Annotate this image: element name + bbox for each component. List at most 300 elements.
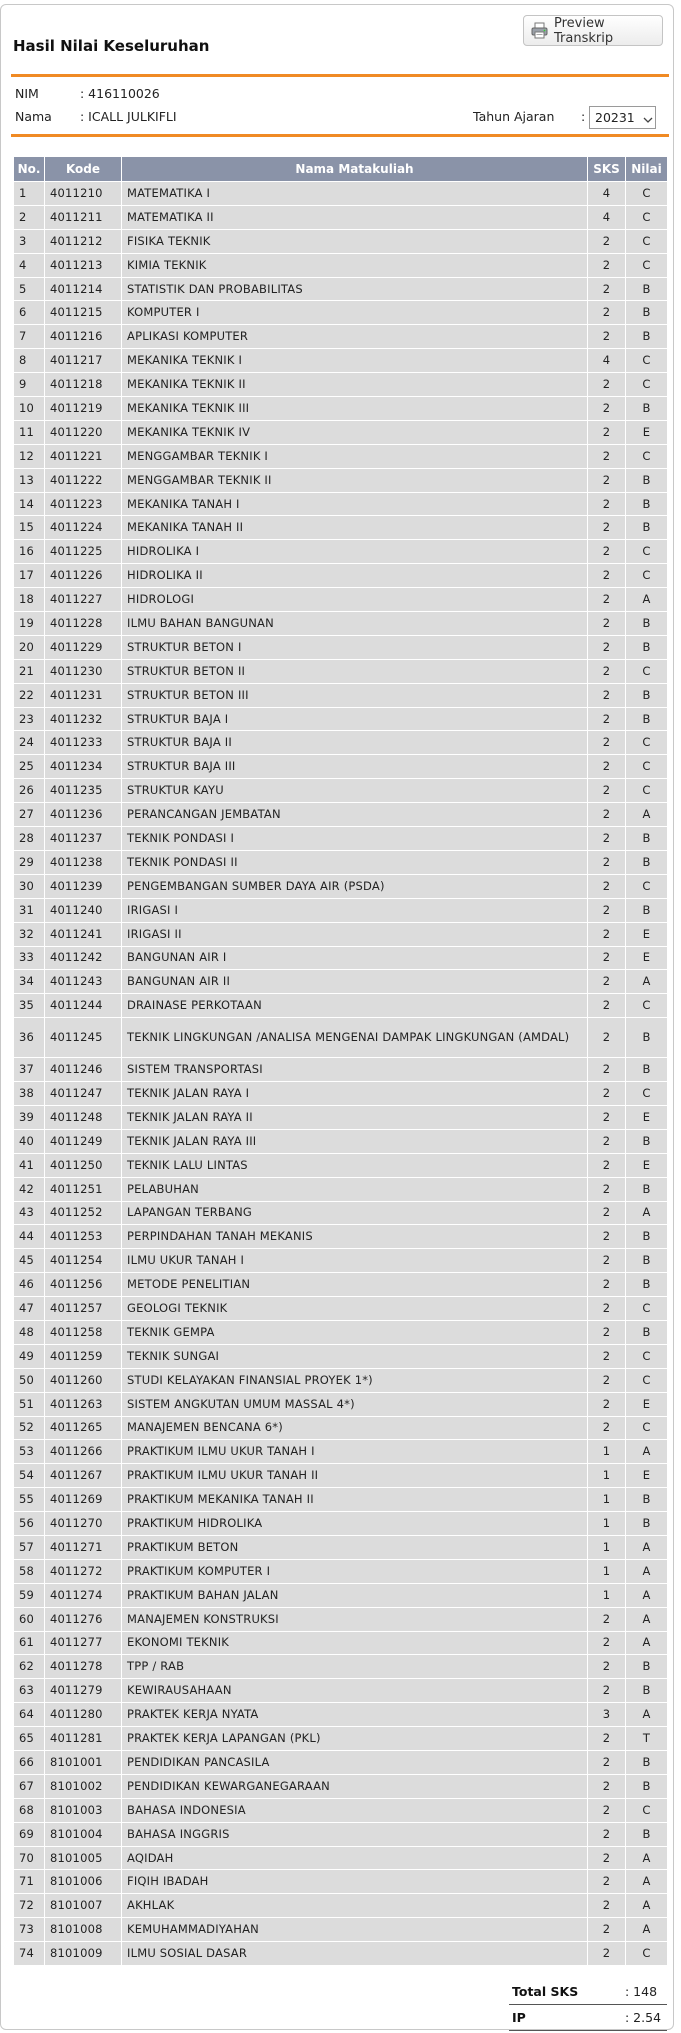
row-nilai: B [626, 635, 668, 659]
row-kode: 4011217 [45, 349, 122, 373]
row-sks: 2 [588, 659, 626, 683]
row-nama-matakuliah: TEKNIK SUNGAI [122, 1344, 588, 1368]
row-sks: 1 [588, 1583, 626, 1607]
table-row [14, 1607, 668, 1631]
row-sks: 2 [588, 444, 626, 468]
row-sks: 2 [588, 922, 626, 946]
row-nilai: B [626, 1129, 668, 1153]
row-nilai: T [626, 1727, 668, 1751]
row-nilai: E [626, 420, 668, 444]
row-kode: 4011260 [45, 1368, 122, 1392]
total-sks-value: : 148 [625, 1984, 658, 1999]
row-kode: 4011236 [45, 803, 122, 827]
row-sks: 1 [588, 1535, 626, 1559]
table-row [14, 1798, 668, 1822]
row-nilai: C [626, 253, 668, 277]
row-no: 61 [14, 1631, 45, 1655]
table-row [14, 229, 668, 253]
row-nilai: C [626, 659, 668, 683]
table-row [14, 755, 668, 779]
row-no: 1 [14, 182, 45, 206]
row-kode: 4011259 [45, 1344, 122, 1368]
row-nama-matakuliah: FIQIH IBADAH [122, 1870, 588, 1894]
row-nilai: A [626, 1559, 668, 1583]
row-no: 42 [14, 1177, 45, 1201]
row-no: 52 [14, 1416, 45, 1440]
row-nilai: B [626, 612, 668, 636]
table-row [14, 1153, 668, 1177]
table-row [14, 325, 668, 349]
table-row [14, 1559, 668, 1583]
table-row [14, 1846, 668, 1870]
row-kode: 4011279 [45, 1679, 122, 1703]
row-sks: 2 [588, 994, 626, 1018]
row-sks: 4 [588, 205, 626, 229]
row-sks: 2 [588, 1344, 626, 1368]
row-kode: 4011233 [45, 731, 122, 755]
tahun-ajaran-label: Tahun Ajaran [473, 109, 555, 124]
row-kode: 4011263 [45, 1392, 122, 1416]
row-nilai: E [626, 1153, 668, 1177]
row-nilai: B [626, 1018, 668, 1058]
row-no: 24 [14, 731, 45, 755]
row-sks: 1 [588, 1488, 626, 1512]
header-kode: Kode [45, 157, 122, 182]
row-kode: 4011219 [45, 397, 122, 421]
row-kode: 4011250 [45, 1153, 122, 1177]
row-nama-matakuliah: STRUKTUR BAJA II [122, 731, 588, 755]
row-nilai: A [626, 1201, 668, 1225]
total-sks-label: Total SKS [512, 1984, 579, 1999]
row-no: 34 [14, 970, 45, 994]
row-kode: 4011258 [45, 1320, 122, 1344]
row-no: 45 [14, 1249, 45, 1273]
row-kode: 8101004 [45, 1822, 122, 1846]
row-no: 66 [14, 1751, 45, 1775]
row-nilai: B [626, 301, 668, 325]
row-kode: 4011225 [45, 540, 122, 564]
table-row [14, 970, 668, 994]
row-nilai: E [626, 946, 668, 970]
row-nama-matakuliah: LAPANGAN TERBANG [122, 1201, 588, 1225]
row-kode: 4011267 [45, 1464, 122, 1488]
row-sks: 2 [588, 540, 626, 564]
row-no: 59 [14, 1583, 45, 1607]
table-row [14, 803, 668, 827]
row-nilai: B [626, 277, 668, 301]
row-no: 10 [14, 397, 45, 421]
row-sks: 2 [588, 397, 626, 421]
row-sks: 2 [588, 635, 626, 659]
row-no: 15 [14, 516, 45, 540]
row-kode: 4011210 [45, 182, 122, 206]
table-row [14, 1942, 668, 1966]
row-kode: 8101008 [45, 1918, 122, 1942]
row-kode: 4011237 [45, 827, 122, 851]
row-nilai: E [626, 1464, 668, 1488]
row-nama-matakuliah: ILMU SOSIAL DASAR [122, 1942, 588, 1966]
row-nilai: B [626, 1058, 668, 1082]
row-nilai: B [626, 1774, 668, 1798]
row-nilai: B [626, 492, 668, 516]
row-nama-matakuliah: BANGUNAN AIR II [122, 970, 588, 994]
row-sks: 1 [588, 1559, 626, 1583]
table-row [14, 683, 668, 707]
row-kode: 8101006 [45, 1870, 122, 1894]
row-no: 26 [14, 779, 45, 803]
header-no: No. [14, 157, 45, 182]
row-kode: 4011221 [45, 444, 122, 468]
tahun-ajaran-colon: : [581, 109, 586, 124]
row-kode: 8101001 [45, 1751, 122, 1775]
row-sks: 2 [588, 564, 626, 588]
table-row [14, 1703, 668, 1727]
row-sks: 1 [588, 1512, 626, 1536]
row-sks: 2 [588, 1273, 626, 1297]
row-nama-matakuliah: STRUKTUR KAYU [122, 779, 588, 803]
printer-icon [531, 22, 548, 39]
table-row [14, 1129, 668, 1153]
row-nilai: C [626, 1082, 668, 1106]
row-nama-matakuliah: BAHASA INDONESIA [122, 1798, 588, 1822]
row-nama-matakuliah: IRIGASI II [122, 922, 588, 946]
row-nilai: A [626, 1440, 668, 1464]
row-nama-matakuliah: APLIKASI KOMPUTER [122, 325, 588, 349]
row-nama-matakuliah: MENGGAMBAR TEKNIK I [122, 444, 588, 468]
row-nilai: B [626, 707, 668, 731]
table-row [14, 1870, 668, 1894]
row-sks: 2 [588, 1082, 626, 1106]
row-nilai: B [626, 325, 668, 349]
row-kode: 4011265 [45, 1416, 122, 1440]
row-kode: 4011276 [45, 1607, 122, 1631]
row-no: 23 [14, 707, 45, 731]
row-nama-matakuliah: MEKANIKA TEKNIK IV [122, 420, 588, 444]
row-nilai: B [626, 468, 668, 492]
row-no: 50 [14, 1368, 45, 1392]
table-row [14, 850, 668, 874]
row-no: 4 [14, 253, 45, 277]
table-row [14, 1225, 668, 1249]
row-sks: 2 [588, 898, 626, 922]
row-no: 46 [14, 1273, 45, 1297]
row-nilai: B [626, 1177, 668, 1201]
table-row [14, 994, 668, 1018]
row-kode: 4011281 [45, 1727, 122, 1751]
row-nama-matakuliah: STRUKTUR BAJA I [122, 707, 588, 731]
table-row [14, 373, 668, 397]
row-no: 2 [14, 205, 45, 229]
row-nilai: C [626, 1798, 668, 1822]
tahun-ajaran-select[interactable] [589, 106, 656, 129]
total-sks-underline [509, 2004, 667, 2005]
row-sks: 2 [588, 1153, 626, 1177]
row-nilai: E [626, 1105, 668, 1129]
nama-value: : ICALL JULKIFLI [80, 109, 177, 124]
row-sks: 2 [588, 827, 626, 851]
row-kode: 4011246 [45, 1058, 122, 1082]
row-no: 33 [14, 946, 45, 970]
row-no: 69 [14, 1822, 45, 1846]
row-nilai: A [626, 1894, 668, 1918]
row-no: 7 [14, 325, 45, 349]
table-row [14, 779, 668, 803]
header-divider [11, 74, 669, 77]
row-kode: 4011235 [45, 779, 122, 803]
row-nilai: A [626, 1918, 668, 1942]
row-sks: 2 [588, 1822, 626, 1846]
row-sks: 2 [588, 1894, 626, 1918]
table-row [14, 349, 668, 373]
row-kode: 4011272 [45, 1559, 122, 1583]
row-no: 60 [14, 1607, 45, 1631]
row-sks: 1 [588, 1440, 626, 1464]
row-nama-matakuliah: IRIGASI I [122, 898, 588, 922]
table-row [14, 1082, 668, 1106]
row-no: 43 [14, 1201, 45, 1225]
row-sks: 3 [588, 1703, 626, 1727]
table-row [14, 588, 668, 612]
row-nama-matakuliah: PRAKTIKUM KOMPUTER I [122, 1559, 588, 1583]
row-sks: 2 [588, 420, 626, 444]
row-nama-matakuliah: AQIDAH [122, 1846, 588, 1870]
row-no: 32 [14, 922, 45, 946]
row-nilai: C [626, 1344, 668, 1368]
row-no: 6 [14, 301, 45, 325]
header-sks: SKS [588, 157, 626, 182]
row-nama-matakuliah: TEKNIK PONDASI I [122, 827, 588, 851]
row-no: 12 [14, 444, 45, 468]
table-row [14, 1392, 668, 1416]
row-no: 31 [14, 898, 45, 922]
row-kode: 4011230 [45, 659, 122, 683]
row-nama-matakuliah: EKONOMI TEKNIK [122, 1631, 588, 1655]
row-sks: 2 [588, 1177, 626, 1201]
row-nama-matakuliah: TPP / RAB [122, 1655, 588, 1679]
row-nilai: A [626, 1607, 668, 1631]
table-row [14, 1273, 668, 1297]
row-kode: 4011249 [45, 1129, 122, 1153]
row-nama-matakuliah: STUDI KELAYAKAN FINANSIAL PROYEK 1*) [122, 1368, 588, 1392]
row-no: 25 [14, 755, 45, 779]
row-no: 68 [14, 1798, 45, 1822]
row-no: 30 [14, 874, 45, 898]
row-nama-matakuliah: ILMU UKUR TANAH I [122, 1249, 588, 1273]
row-no: 71 [14, 1870, 45, 1894]
row-nilai: B [626, 827, 668, 851]
row-kode: 4011232 [45, 707, 122, 731]
row-sks: 2 [588, 373, 626, 397]
table-row [14, 1631, 668, 1655]
row-nilai: C [626, 373, 668, 397]
row-nama-matakuliah: HIDROLOGI [122, 588, 588, 612]
row-sks: 2 [588, 1320, 626, 1344]
row-nilai: C [626, 182, 668, 206]
row-sks: 4 [588, 182, 626, 206]
row-no: 3 [14, 229, 45, 253]
grades-table [13, 156, 668, 1966]
row-nilai: B [626, 1512, 668, 1536]
row-nilai: B [626, 1225, 668, 1249]
row-nilai: B [626, 1488, 668, 1512]
row-kode: 4011278 [45, 1655, 122, 1679]
table-row [14, 1201, 668, 1225]
row-nilai: C [626, 779, 668, 803]
row-nilai: C [626, 1416, 668, 1440]
row-nama-matakuliah: KOMPUTER I [122, 301, 588, 325]
row-kode: 4011220 [45, 420, 122, 444]
row-nilai: A [626, 588, 668, 612]
row-nilai: E [626, 922, 668, 946]
row-no: 22 [14, 683, 45, 707]
table-row [14, 468, 668, 492]
table-row [14, 182, 668, 206]
table-row [14, 253, 668, 277]
table-row [14, 1249, 668, 1273]
row-nilai: C [626, 349, 668, 373]
row-no: 57 [14, 1535, 45, 1559]
table-row [14, 827, 668, 851]
table-row [14, 1727, 668, 1751]
row-sks: 1 [588, 1464, 626, 1488]
row-no: 20 [14, 635, 45, 659]
row-no: 53 [14, 1440, 45, 1464]
table-row [14, 1822, 668, 1846]
row-kode: 4011270 [45, 1512, 122, 1536]
row-sks: 2 [588, 229, 626, 253]
row-kode: 4011222 [45, 468, 122, 492]
row-sks: 2 [588, 1368, 626, 1392]
row-nama-matakuliah: SISTEM ANGKUTAN UMUM MASSAL 4*) [122, 1392, 588, 1416]
row-nilai: B [626, 1249, 668, 1273]
row-kode: 8101003 [45, 1798, 122, 1822]
row-sks: 2 [588, 1058, 626, 1082]
table-row [14, 1368, 668, 1392]
page-title: Hasil Nilai Keseluruhan [13, 37, 210, 55]
row-nama-matakuliah: PRAKTEK KERJA NYATA [122, 1703, 588, 1727]
row-nilai: C [626, 874, 668, 898]
preview-transkrip-button[interactable] [523, 15, 663, 46]
row-sks: 2 [588, 301, 626, 325]
row-sks: 2 [588, 1105, 626, 1129]
row-nama-matakuliah: AKHLAK [122, 1894, 588, 1918]
row-nilai: B [626, 1679, 668, 1703]
row-sks: 2 [588, 1655, 626, 1679]
row-kode: 4011227 [45, 588, 122, 612]
table-row [14, 707, 668, 731]
table-row [14, 444, 668, 468]
row-sks: 2 [588, 683, 626, 707]
row-nama-matakuliah: PERANCANGAN JEMBATAN [122, 803, 588, 827]
row-kode: 4011212 [45, 229, 122, 253]
row-kode: 4011254 [45, 1249, 122, 1273]
table-row [14, 1018, 668, 1058]
table-row [14, 516, 668, 540]
row-nama-matakuliah: TEKNIK JALAN RAYA I [122, 1082, 588, 1106]
row-nama-matakuliah: HIDROLIKA II [122, 564, 588, 588]
row-nilai: A [626, 1535, 668, 1559]
table-row [14, 564, 668, 588]
table-row [14, 1535, 668, 1559]
row-kode: 4011257 [45, 1297, 122, 1321]
row-sks: 2 [588, 1249, 626, 1273]
row-sks: 2 [588, 1631, 626, 1655]
table-row [14, 612, 668, 636]
row-nama-matakuliah: STATISTIK DAN PROBABILITAS [122, 277, 588, 301]
row-nama-matakuliah: SISTEM TRANSPORTASI [122, 1058, 588, 1082]
row-nilai: C [626, 229, 668, 253]
row-nama-matakuliah: ILMU BAHAN BANGUNAN [122, 612, 588, 636]
row-sks: 2 [588, 1870, 626, 1894]
row-nilai: A [626, 1846, 668, 1870]
row-kode: 4011240 [45, 898, 122, 922]
row-nama-matakuliah: MEKANIKA TEKNIK I [122, 349, 588, 373]
row-no: 67 [14, 1774, 45, 1798]
row-nama-matakuliah: MATEMATIKA II [122, 205, 588, 229]
row-kode: 4011277 [45, 1631, 122, 1655]
row-nilai: C [626, 994, 668, 1018]
table-row [14, 1297, 668, 1321]
row-nama-matakuliah: MEKANIKA TEKNIK II [122, 373, 588, 397]
table-row [14, 1512, 668, 1536]
table-row [14, 1679, 668, 1703]
row-no: 38 [14, 1082, 45, 1106]
row-kode: 8101005 [45, 1846, 122, 1870]
row-sks: 2 [588, 946, 626, 970]
table-row [14, 659, 668, 683]
header-nilai: Nilai [626, 157, 668, 182]
row-sks: 2 [588, 612, 626, 636]
row-nilai: C [626, 540, 668, 564]
row-sks: 2 [588, 1416, 626, 1440]
row-no: 58 [14, 1559, 45, 1583]
table-row [14, 1320, 668, 1344]
row-kode: 4011213 [45, 253, 122, 277]
table-row [14, 1105, 668, 1129]
row-sks: 2 [588, 1129, 626, 1153]
row-nama-matakuliah: FISIKA TEKNIK [122, 229, 588, 253]
row-nilai: C [626, 755, 668, 779]
table-row [14, 922, 668, 946]
row-nilai: A [626, 1703, 668, 1727]
row-kode: 4011216 [45, 325, 122, 349]
row-kode: 4011256 [45, 1273, 122, 1297]
row-sks: 2 [588, 850, 626, 874]
row-nama-matakuliah: PELABUHAN [122, 1177, 588, 1201]
row-nama-matakuliah: TEKNIK JALAN RAYA III [122, 1129, 588, 1153]
ip-label: IP [512, 2010, 526, 2025]
row-sks: 2 [588, 492, 626, 516]
row-nilai: C [626, 205, 668, 229]
row-sks: 2 [588, 1297, 626, 1321]
row-nama-matakuliah: MENGGAMBAR TEKNIK II [122, 468, 588, 492]
row-nama-matakuliah: MANAJEMEN KONSTRUKSI [122, 1607, 588, 1631]
row-no: 29 [14, 850, 45, 874]
row-sks: 2 [588, 803, 626, 827]
row-kode: 4011266 [45, 1440, 122, 1464]
row-kode: 4011214 [45, 277, 122, 301]
row-nilai: A [626, 803, 668, 827]
row-no: 21 [14, 659, 45, 683]
row-no: 62 [14, 1655, 45, 1679]
row-sks: 2 [588, 325, 626, 349]
row-sks: 2 [588, 1846, 626, 1870]
table-row [14, 1751, 668, 1775]
row-sks: 2 [588, 468, 626, 492]
table-row [14, 946, 668, 970]
row-no: 51 [14, 1392, 45, 1416]
tahun-ajaran-value: 20231 [595, 110, 635, 125]
